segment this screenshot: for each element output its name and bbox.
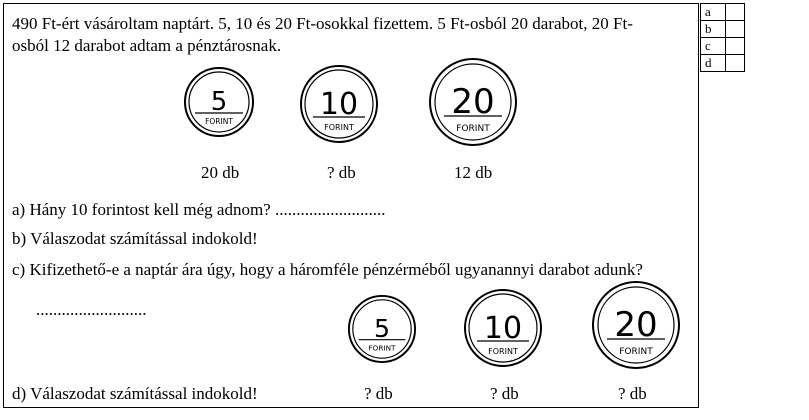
coin-20-forint: FORINT — [456, 124, 490, 134]
score-box-c[interactable] — [726, 38, 745, 55]
coin-5-icon — [347, 294, 417, 364]
question-a: a) Hány 10 forintost kell még adnom? .......................... — [12, 200, 386, 219]
coin-20-count-bottom: ? db — [618, 384, 647, 403]
score-label-d: d — [701, 55, 726, 72]
score-label-c: c — [701, 38, 726, 55]
problem-line-1: 490 Ft-ért vásároltam naptárt. 5, 10 és 20 Ft-osokkal fizettem. 5 Ft-osból 20 darabot, 20 Ft- — [12, 14, 633, 33]
score-label-b: b — [701, 21, 726, 38]
coin-20-forint: FORINT — [619, 347, 653, 357]
score-label-a: a — [701, 4, 726, 21]
coin-10-numeral: 10 — [319, 87, 359, 122]
score-box-d[interactable] — [726, 55, 745, 72]
problem-line-2: osból 12 darabot adtam a pénztárosnak. — [12, 36, 282, 55]
coin-20-numeral: 20 — [614, 305, 658, 345]
coin-5-forint: FORINT — [205, 117, 233, 126]
coin-20-count: 12 db — [454, 163, 493, 182]
coin-20-numeral: 20 — [451, 82, 495, 122]
coin-10-count-bottom: ? db — [490, 384, 519, 403]
coin-5-numeral: 5 — [210, 87, 228, 117]
score-box-a[interactable] — [726, 4, 745, 21]
coin-5-icon — [183, 66, 255, 138]
coin-20-icon — [428, 57, 518, 147]
coin-20-icon — [591, 280, 681, 370]
coin-5-forint: FORINT — [368, 343, 396, 353]
coin-10-icon — [299, 64, 379, 144]
score-table — [700, 3, 745, 72]
coin-5-numeral: 5 — [373, 313, 391, 343]
question-c: c) Kifizethető-e a naptár ára úgy, hogy a háromféle pénzérméből ugyanannyi darabot adunk? — [12, 260, 643, 279]
coin-5-count: 20 db — [201, 163, 240, 182]
coin-10-forint: FORINT — [324, 123, 354, 132]
score-box-b[interactable] — [726, 21, 745, 38]
coin-10-forint: FORINT — [488, 347, 518, 356]
question-b: b) Válaszodat számítással indokold! — [12, 229, 258, 248]
question-d: d) Válaszodat számítással indokold! — [12, 384, 258, 403]
coin-10-numeral: 10 — [483, 311, 523, 346]
coin-5-count-bottom: ? db — [364, 384, 393, 403]
answer-line-c[interactable]: .......................... — [36, 300, 147, 319]
coin-10-icon — [463, 288, 543, 368]
coin-10-count: ? db — [327, 163, 356, 182]
